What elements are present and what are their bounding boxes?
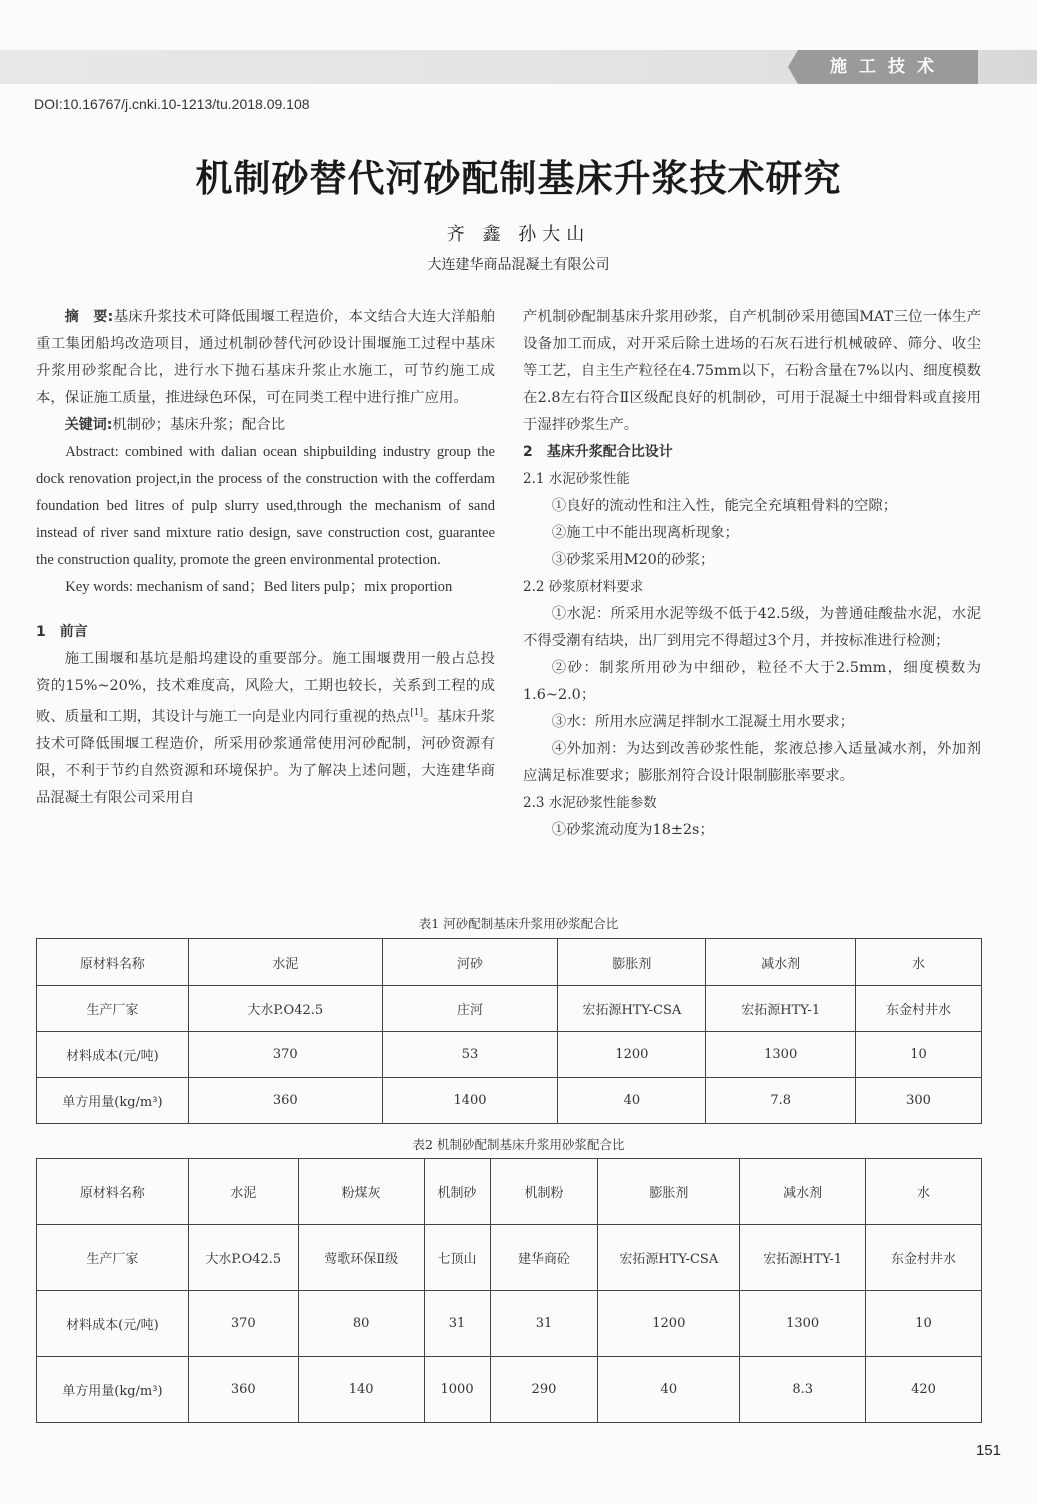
section-tag: 施工技术 xyxy=(798,50,978,84)
table-cell: 水 xyxy=(866,1159,982,1225)
table-cell: 宏拓源HTY-CSA xyxy=(598,1225,740,1291)
table-cell: 宏拓源HTY-1 xyxy=(706,986,856,1032)
table-cell: 370 xyxy=(188,1291,298,1357)
table-cell: 东金村井水 xyxy=(866,1225,982,1291)
table-cell: 单方用量(kg/m³) xyxy=(37,1357,189,1423)
section-1-heading: 1 前言 xyxy=(36,624,88,640)
table-cell: 大水P.O42.5 xyxy=(188,1225,298,1291)
keywords-text: 机制砂；基床升浆；配合比 xyxy=(112,417,286,433)
right-column xyxy=(523,304,981,844)
table-cell: 31 xyxy=(424,1291,490,1357)
table-cell: 300 xyxy=(856,1078,982,1124)
table-cell: 360 xyxy=(188,1078,382,1124)
keywords-en: Key words: mechanism of sand；Bed liters pulp；mix proportion xyxy=(65,579,453,595)
keywords-cn xyxy=(36,412,495,439)
table-cell: 水泥 xyxy=(188,939,382,986)
section-2-1-heading: 2.1 水泥砂浆性能 xyxy=(523,471,630,487)
abstract-text: 基床升浆技术可降低围堰工程造价，本文结合大连大洋船舶重工集团船坞改造项目，通过机制砂替代河砂设计围堰施工过程中基床升浆用砂浆配合比，进行水下抛石基床升浆止水施工，可节约施工成本，保证施工质量，推进绿色环保，可在同类工程中进行推广应用。 xyxy=(36,309,495,406)
table-cell: 膨胀剂 xyxy=(598,1159,740,1225)
table-cell: 7.8 xyxy=(706,1078,856,1124)
list-item: ②施工中不能出现离析现象； xyxy=(551,525,739,541)
affiliation: 大连建华商品混凝土有限公司 xyxy=(427,257,610,273)
table-row xyxy=(37,1032,982,1078)
table-row xyxy=(37,1159,982,1225)
table-cell: 单方用量(kg/m³) xyxy=(37,1078,189,1124)
table-cell: 140 xyxy=(298,1357,424,1423)
table-cell: 1200 xyxy=(558,1032,706,1078)
left-column xyxy=(36,304,495,812)
table-cell: 1200 xyxy=(598,1291,740,1357)
table-cell: 机制砂 xyxy=(424,1159,490,1225)
table-cell: 1400 xyxy=(382,1078,558,1124)
doi: DOI:10.16767/j.cnki.10-1213/tu.2018.09.108 xyxy=(34,96,310,112)
table-cell: 水泥 xyxy=(188,1159,298,1225)
table-cell: 减水剂 xyxy=(706,939,856,986)
table-cell: 宏拓源HTY-CSA xyxy=(558,986,706,1032)
table-cell: 机制粉 xyxy=(490,1159,598,1225)
section-1-body xyxy=(36,646,495,812)
page-number: 151 xyxy=(975,1442,1001,1459)
citation: [1] xyxy=(410,708,423,718)
table-cell: 10 xyxy=(866,1291,982,1357)
table-cell: 40 xyxy=(558,1078,706,1124)
table-cell: 8.3 xyxy=(740,1357,866,1423)
table-cell: 生产厂家 xyxy=(37,1225,189,1291)
table-row xyxy=(37,986,982,1032)
abstract-cn xyxy=(36,304,495,412)
table-cell: 360 xyxy=(188,1357,298,1423)
table-cell: 七顶山 xyxy=(424,1225,490,1291)
table-cell: 大水P.O42.5 xyxy=(188,986,382,1032)
table-cell: 水 xyxy=(856,939,982,986)
table-2-caption: 表2 机制砂配制基床升浆用砂浆配合比 xyxy=(412,1137,625,1152)
list-item: ①砂浆流动度为18±2s； xyxy=(551,822,714,838)
section-2-heading: 2 基床升浆配合比设计 xyxy=(523,444,673,460)
list-item: ③水：所用水应满足拌制水工混凝土用水要求； xyxy=(551,714,855,730)
list-item: ④外加剂：为达到改善砂浆性能，浆液总掺入适量减水剂，外加剂应满足标准要求；膨胀剂符合设计限制膨胀率要求。 xyxy=(523,741,981,784)
authors: 齐 鑫 孙大山 xyxy=(446,224,591,245)
table-cell: 40 xyxy=(598,1357,740,1423)
table-cell: 河砂 xyxy=(382,939,558,986)
table-1-caption: 表1 河砂配制基床升浆用砂浆配合比 xyxy=(418,916,619,931)
table-cell: 建华商砼 xyxy=(490,1225,598,1291)
table-cell: 莺歌环保Ⅱ级 xyxy=(298,1225,424,1291)
table-cell: 31 xyxy=(490,1291,598,1357)
table-row xyxy=(37,1357,982,1423)
table-row xyxy=(37,1291,982,1357)
paper-title: 机制砂替代河砂配制基床升浆技术研究 xyxy=(195,157,842,200)
table-cell: 东金村井水 xyxy=(856,986,982,1032)
table-cell: 膨胀剂 xyxy=(558,939,706,986)
table-cell: 1300 xyxy=(706,1032,856,1078)
abstract-en: Abstract: combined with dalian ocean shipbuilding industry group the dock renovation project,in the process of the construction with the cofferdam foundation bed litres of pulp slurry used,through the mechanism of sand instead of river sand mixture ratio design, save construction cost, guarantee the construction quality, promote the green environmental protection. xyxy=(36,444,495,568)
continued-paragraph: 产机制砂配制基床升浆用砂浆，自产机制砂采用德国MAT三位一体生产设备加工而成，对开采后除土进场的石灰石进行机械破碎、筛分、收尘等工艺，自主生产粒径在4.75mm以下，石粉含量在7%以内、细度模数在2.8左右符合Ⅱ区级配良好的机制砂，可用于混凝土中细骨料或直接用于湿拌砂浆生产。 xyxy=(523,309,981,433)
table-cell: 290 xyxy=(490,1357,598,1423)
table-cell: 420 xyxy=(866,1357,982,1423)
table-2 xyxy=(36,1158,982,1423)
table-cell: 减水剂 xyxy=(740,1159,866,1225)
section-1-text: 施工围堰和基坑是船坞建设的重要部分。施工围堰费用一般占总投资的15%~20%，技术难度高，风险大，工期也较长，关系到工程的成败、质量和工期，其设计与施工一向是业内同行重视的热点 xyxy=(36,651,495,725)
table-cell: 原材料名称 xyxy=(37,939,189,986)
table-cell: 材料成本(元/吨) xyxy=(37,1032,189,1078)
table-cell: 宏拓源HTY-1 xyxy=(740,1225,866,1291)
list-item: ③砂浆采用M20的砂浆； xyxy=(551,552,715,568)
list-item: ①良好的流动性和注入性，能完全充填粗骨料的空隙； xyxy=(551,498,898,514)
table-cell: 53 xyxy=(382,1032,558,1078)
list-item: ②砂：制浆所用砂为中细砂，粒径不大于2.5mm，细度模数为1.6~2.0； xyxy=(523,660,981,703)
section-2-2-heading: 2.2 砂浆原材料要求 xyxy=(523,579,644,595)
table-cell: 粉煤灰 xyxy=(298,1159,424,1225)
table-cell: 原材料名称 xyxy=(37,1159,189,1225)
list-item: ①水泥：所采用水泥等级不低于42.5级，为普通硅酸盐水泥，水泥不得受潮有结块，出厂到用完不得超过3个月，并按标准进行检测； xyxy=(523,606,981,649)
section-2-3-heading: 2.3 水泥砂浆性能参数 xyxy=(523,795,657,811)
table-cell: 生产厂家 xyxy=(37,986,189,1032)
table-cell: 1000 xyxy=(424,1357,490,1423)
table-cell: 材料成本(元/吨) xyxy=(37,1291,189,1357)
keywords-label: 关键词: xyxy=(64,417,113,433)
abstract-label: 摘 要: xyxy=(64,309,114,325)
table-1 xyxy=(36,938,982,1124)
table-cell: 80 xyxy=(298,1291,424,1357)
table-cell: 庄河 xyxy=(382,986,558,1032)
table-row xyxy=(37,1225,982,1291)
table-cell: 10 xyxy=(856,1032,982,1078)
table-row xyxy=(37,1078,982,1124)
table-cell: 370 xyxy=(188,1032,382,1078)
table-row xyxy=(37,939,982,986)
section-1-text-2: 。基床升浆技术可降低围堰工程造价，所采用砂浆通常使用河砂配制，河砂资源有限，不利于节约自然资源和环境保护。为了解决上述问题，大连建华商品混凝土有限公司采用自 xyxy=(36,708,495,806)
table-cell: 1300 xyxy=(740,1291,866,1357)
